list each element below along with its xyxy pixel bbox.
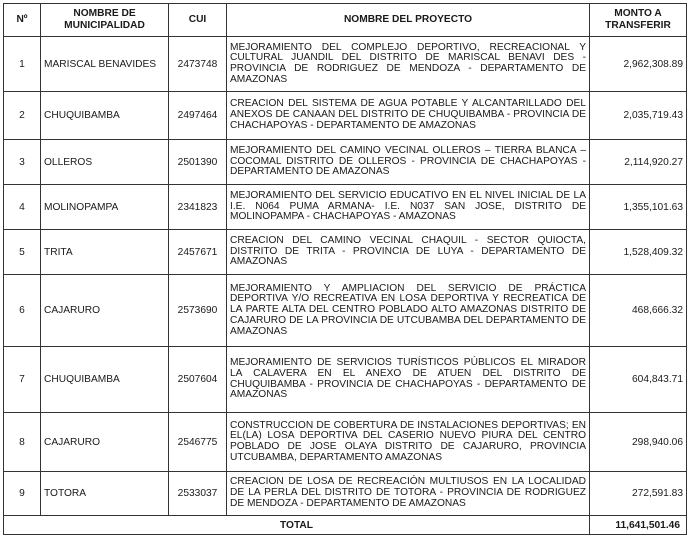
table-row [4,92,687,140]
row-municipality: TRITA [41,230,169,275]
row-project: CREACION DEL SISTEMA DE AGUA POTABLE Y ALCANTARILLADO DEL ANEXOS DE CANAAN DEL DISTRITO DE CHUQUIBAMBA - PROVINCIA DE CHACHAPOYAS - DEPARTAMENTO DE AMAZONAS [227,92,590,140]
row-project: MEJORAMIENTO Y AMPLIACION DEL SERVICIO DE PRÁCTICA DEPORTIVA Y/O RECREATIVA EN LOSA DEPORTIVA Y RECREATICA DE LA PARTE ALTA DEL CENTRO POBLADO ALTO AMAZONAS DISTRITO DE CAJARURO DE LA PROVINCIA DE UTCUBAMBA DEL DEPARTAMENTO DE AMAZONAS [227,275,590,347]
row-cui: 2341823 [169,185,227,230]
row-num: 7 [4,347,41,413]
col-header-cui: CUI [169,4,227,37]
table-row [4,472,687,516]
row-num: 3 [4,140,41,185]
row-cui: 2546775 [169,413,227,472]
row-project: CONSTRUCCION DE COBERTURA DE INSTALACIONES DEPORTIVAS; EN EL(LA) LOSA DEPORTIVA DEL CASERIO NUEVO PIURA DEL CENTRO POBLADO DE JOSE OLAYA DISTRITO DE CAJARURO, PROVINCIA UTCUBAMBA, DEPARTAMENTO AMAZONAS [227,413,590,472]
table-row [4,413,687,472]
row-municipality: TOTORA [41,472,169,516]
row-amount: 468,666.32 [590,275,687,347]
row-municipality: CHUQUIBAMBA [41,92,169,140]
row-num: 2 [4,92,41,140]
row-cui: 2533037 [169,472,227,516]
row-amount: 298,940.06 [590,413,687,472]
col-header-num: Nº [4,4,41,37]
row-municipality: CHUQUIBAMBA [41,347,169,413]
table-row [4,140,687,185]
row-amount: 2,114,920.27 [590,140,687,185]
row-amount: 604,843.71 [590,347,687,413]
row-cui: 2573690 [169,275,227,347]
total-row [4,516,687,535]
row-amount: 2,962,308.89 [590,37,687,92]
row-municipality: CAJARURO [41,275,169,347]
table-row [4,185,687,230]
row-amount: 1,528,409.32 [590,230,687,275]
row-num: 4 [4,185,41,230]
header-row [4,4,687,37]
row-cui: 2501390 [169,140,227,185]
col-header-municipality: NOMBRE DE MUNICIPALIDAD [41,4,169,37]
row-project: MEJORAMIENTO DEL SERVICIO EDUCATIVO EN EL NIVEL INICIAL DE LA I.E. N064 PUMA ARMANA- I.E. N037 SAN JOSE, DISTRITO DE MOLINOPAMPA - CHACHAPOYAS - AMAZONAS [227,185,590,230]
row-project: MEJORAMIENTO DEL COMPLEJO DEPORTIVO, RECREACIONAL Y CULTURAL JUANDIL DEL DISTRITO DE MARISCAL BENAVI DES - PROVINCIA DE RODRIGUEZ DE MENDOZA - DEPARTAMENTO DE AMAZONAS [227,37,590,92]
col-header-amount: MONTO A TRANSFERIR [590,4,687,37]
total-label: TOTAL [4,516,590,535]
row-num: 5 [4,230,41,275]
row-project: MEJORAMIENTO DE SERVICIOS TURÍSTICOS PÚBLICOS EL MIRADOR LA CALAVERA EN EL ANEXO DE ATUEN DEL DISTRITO DE CHUQUIBAMBA - PROVINCIA DE CHACHAPOYAS - DEPARTAMENTO DE AMAZONAS [227,347,590,413]
row-amount: 1,355,101.63 [590,185,687,230]
row-num: 9 [4,472,41,516]
row-amount: 2,035,719.43 [590,92,687,140]
row-num: 6 [4,275,41,347]
row-municipality: MARISCAL BENAVIDES [41,37,169,92]
table-row [4,275,687,347]
row-cui: 2473748 [169,37,227,92]
row-municipality: OLLEROS [41,140,169,185]
table-row [4,230,687,275]
row-num: 1 [4,37,41,92]
total-amount: 11,641,501.46 [590,516,687,535]
row-cui: 2457671 [169,230,227,275]
table-row [4,347,687,413]
row-num: 8 [4,413,41,472]
col-header-project: NOMBRE DEL PROYECTO [227,4,590,37]
projects-table [3,3,687,535]
row-amount: 272,591.83 [590,472,687,516]
table-row [4,37,687,92]
row-project: CREACION DE LOSA DE RECREACIÓN MULTIUSOS EN LA LOCALIDAD DE LA PERLA DEL DISTRITO DE TOTORA - PROVINCIA DE RODRIGUEZ DE MENDOZA - DEPARTAMENTO DE AMAZONAS [227,472,590,516]
row-municipality: MOLINOPAMPA [41,185,169,230]
row-cui: 2497464 [169,92,227,140]
row-cui: 2507604 [169,347,227,413]
row-project: MEJORAMIENTO DEL CAMINO VECINAL OLLEROS – TIERRA BLANCA – COCOMAL DISTRITO DE OLLEROS - PROVINCIA DE CHACHAPOYAS - DEPARTAMENTO DE AMAZONAS [227,140,590,185]
row-municipality: CAJARURO [41,413,169,472]
row-project: CREACION DEL CAMINO VECINAL CHAQUIL - SECTOR QUIOCTA, DISTRITO DE TRITA - PROVINCIA DE LUYA - DEPARTAMENTO DE AMAZONAS [227,230,590,275]
